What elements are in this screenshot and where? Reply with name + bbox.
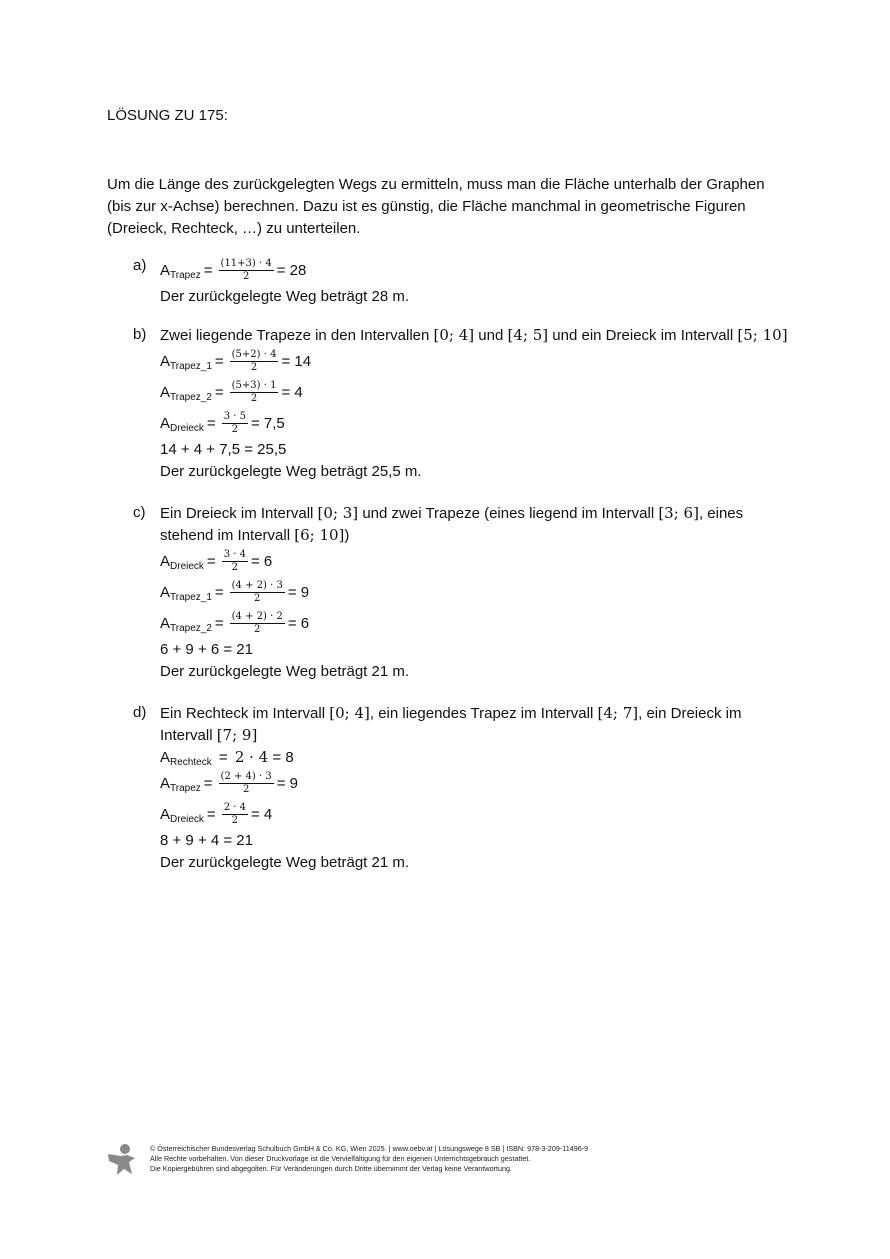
formula-result: = 28 bbox=[276, 262, 307, 279]
logo-shape bbox=[108, 1144, 135, 1175]
area-symbol: $A_{Dreieck}$ bbox=[160, 806, 204, 825]
fraction: $\frac{3 \cdot 4}{2}$ bbox=[223, 549, 246, 573]
copyright-line: © Österreichischer Bundesverlag Schulbuch GmbH & Co. KG, Wien 2025. | www.oebv.at | Lösungswege 8 SB | ISBN: 978-3-209-11496-9 bbox=[150, 1144, 589, 1153]
fraction: $\frac{(5+3) \cdot 1}{2}$ bbox=[231, 380, 277, 404]
intro-paragraph bbox=[107, 174, 807, 240]
section-letter: b) bbox=[133, 326, 147, 343]
fraction: $\frac{3 \cdot 5}{2}$ bbox=[223, 411, 246, 435]
section-intro: Zwei liegende Trapeze in den Intervallen [0; 4] und [4; 5] und ein Dreieck im Intervall [5; 10] bbox=[160, 326, 788, 344]
copyright-text bbox=[150, 1144, 588, 1174]
formula-dreieck: $A_{Dreieck}$ = $\frac{3 \cdot 5}{2}$ = 7,5 bbox=[160, 411, 285, 435]
section-letter: d) bbox=[133, 704, 147, 721]
sum-line: 14 + 4 + 7,5 = 25,5 bbox=[160, 441, 287, 458]
formula-trapez-2: $A_{Trapez\_2}$ = $\frac{(4 + 2) \cdot 2}{2}$ = 6 bbox=[160, 611, 310, 635]
area-symbol: $A_{Dreieck}$ bbox=[160, 415, 204, 434]
formula-result: = 9 bbox=[287, 584, 310, 601]
result-text: Der zurückgelegte Weg beträgt 25,5 m. bbox=[160, 463, 422, 480]
formula-result: = 9 bbox=[276, 775, 298, 792]
formula-result: = 6 bbox=[250, 553, 273, 570]
copyright-line: Die Kopiergebühren sind abgegolten. Für Veränderungen durch Dritte übernimmt der Verlag keine Verantwortung. bbox=[150, 1164, 512, 1173]
formula-result: = 4 bbox=[250, 806, 273, 823]
formula-dreieck: $A_{Dreieck}$ = $\frac{2 \cdot 4}{2}$ = 4 bbox=[160, 802, 273, 826]
intro-line: (Dreieck, Rechteck, …) zu unterteilen. bbox=[107, 220, 361, 237]
intro-line: Um die Länge des zurückgelegten Wegs zu ermitteln, muss man die Fläche unterhalb der Graphen bbox=[107, 176, 765, 193]
intro-line: (bis zur x-Achse) berechnen. Dazu ist es günstig, die Fläche manchmal in geometrische Figuren bbox=[107, 198, 746, 215]
section-letter: c) bbox=[133, 504, 146, 521]
formula-trapez-2: $A_{Trapez\_2}$ = $\frac{(5+3) \cdot 1}{2}$ = 4 bbox=[160, 380, 303, 404]
result-text: Der zurückgelegte Weg beträgt 21 m. bbox=[160, 663, 410, 680]
area-symbol: $A_{Dreieck}$ bbox=[160, 553, 204, 572]
area-symbol: $A_{Trapez\_2}$ bbox=[160, 384, 212, 403]
formula-result: = 4 bbox=[281, 384, 303, 401]
section-intro-cont: Intervall [7; 9] bbox=[160, 726, 258, 744]
section-intro: Ein Rechteck im Intervall [0; 4], ein liegendes Trapez im Intervall [4; 7], ein Dreieck im bbox=[160, 704, 742, 722]
formula-result: = 7,5 bbox=[250, 415, 285, 432]
area-symbol: $A_{Trapez\_1}$ bbox=[160, 584, 212, 603]
fraction: $\frac{(4 + 2) \cdot 3}{2}$ bbox=[231, 580, 283, 604]
section-intro-cont: stehend im Intervall [6; 10]) bbox=[160, 526, 350, 544]
sum-line: 6 + 9 + 6 = 21 bbox=[160, 641, 253, 658]
formula-result: = 6 bbox=[287, 615, 310, 632]
product-expression: 2 · 4 bbox=[234, 748, 269, 766]
section-letter: a) bbox=[133, 257, 147, 274]
fraction: $\frac{(11+3) \cdot 4}{2}$ bbox=[220, 258, 272, 282]
formula-result: = 8 bbox=[272, 749, 294, 766]
page-footer bbox=[105, 1143, 805, 1183]
formula-trapez: $A_{Trapez}$ = $\frac{(2 + 4) \cdot 3}{2}$ = 9 bbox=[160, 771, 298, 795]
formula-trapez-1: $A_{Trapez\_1}$ = $\frac{(5+2) \cdot 4}{2}$ = 14 bbox=[160, 349, 312, 373]
formula-result: = 14 bbox=[281, 353, 312, 370]
fraction: $\frac{(2 + 4) \cdot 3}{2}$ bbox=[220, 771, 272, 795]
area-symbol: $A_{Rechteck}$ bbox=[160, 749, 212, 768]
formula-trapez: $A_{Trapez}$ = $\frac{(11+3) \cdot 4}{2}$ = 28 bbox=[160, 258, 307, 282]
result-text: Der zurückgelegte Weg beträgt 21 m. bbox=[160, 854, 410, 871]
result-text: Der zurückgelegte Weg beträgt 28 m. bbox=[160, 288, 410, 305]
solution-heading: LÖSUNG ZU 175: bbox=[107, 107, 228, 124]
section-intro: Ein Dreieck im Intervall [0; 3] und zwei Trapeze (eines liegend im Intervall [3; 6], eines bbox=[160, 504, 744, 522]
area-symbol: $A_{Trapez\_2}$ bbox=[160, 615, 212, 634]
area-symbol: $A_{Trapez\_1}$ bbox=[160, 353, 212, 372]
area-symbol: $A_{Trapez}$ bbox=[160, 262, 201, 281]
area-symbol: $A_{Trapez}$ bbox=[160, 775, 201, 794]
fraction: $\frac{(4 + 2) \cdot 2}{2}$ bbox=[231, 611, 283, 635]
fraction: $\frac{2 \cdot 4}{2}$ bbox=[223, 802, 246, 826]
fraction: $\frac{(5+2) \cdot 4}{2}$ bbox=[231, 349, 277, 373]
formula-trapez-1: $A_{Trapez\_1}$ = $\frac{(4 + 2) \cdot 3}{2}$ = 9 bbox=[160, 580, 310, 604]
formula-dreieck: $A_{Dreieck}$ = $\frac{3 \cdot 4}{2}$ = 6 bbox=[160, 549, 273, 573]
copyright-line: Alle Rechte vorbehalten. Von dieser Druckvorlage ist die Vervielfältigung für den eigenen Unterrichtsgebrauch gestattet. bbox=[150, 1154, 531, 1163]
sum-line: 8 + 9 + 4 = 21 bbox=[160, 832, 253, 849]
publisher-logo-icon bbox=[105, 1143, 139, 1177]
formula-rechteck: $A_{Rechteck} = 2 \cdot 4 = 8$ bbox=[160, 748, 294, 768]
